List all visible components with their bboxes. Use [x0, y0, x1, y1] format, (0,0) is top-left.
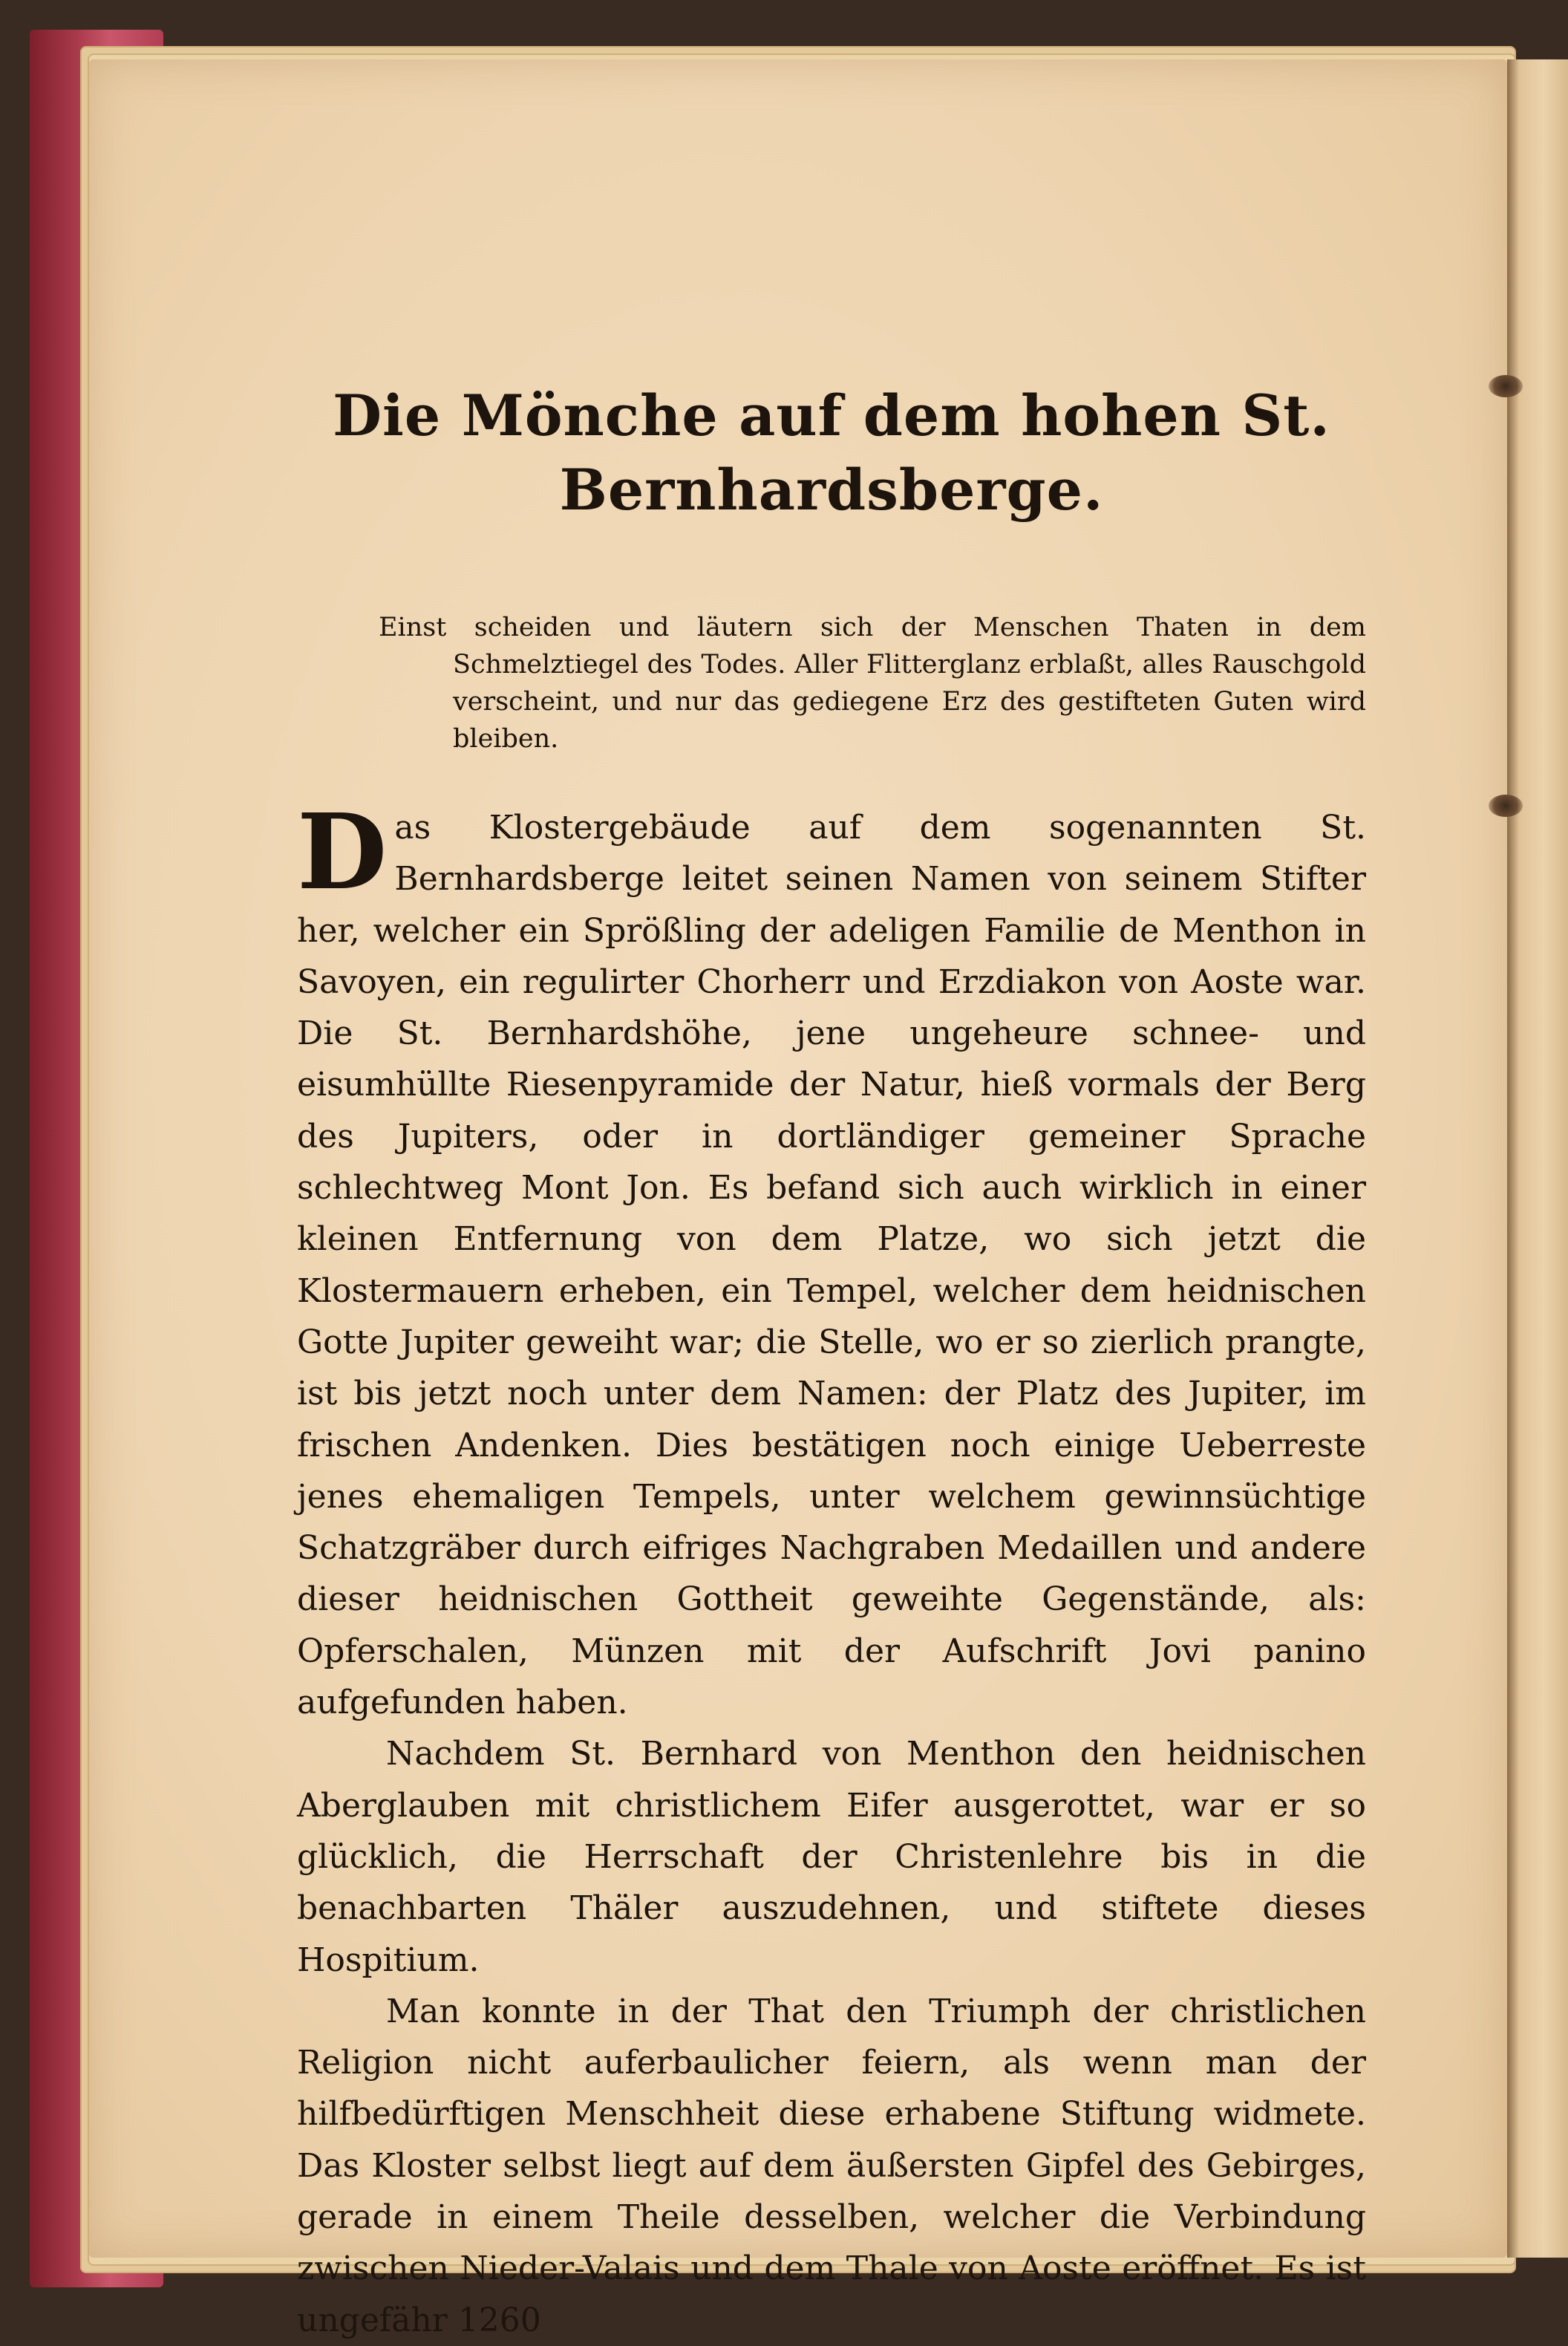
binding-hole	[1489, 795, 1523, 817]
epigraph: Einst scheiden und läutern sich der Menschen Thaten in dem Schmelztiegel des Todes. Aller Flitterglanz erblaßt, alles Rauschgold verscheint, und nur das gediegene Erz des gestifteten Guten wird bleiben.	[379, 613, 1366, 754]
paragraph-1-text: as Klostergebäude auf dem sogenannten St. Bernhardsberge leitet seinen Namen von seinem Stifter her, welcher ein Sprößling der adeligen Familie de Menthon in Savoyen, ein regulirter Chorherr und Erzdiakon von Aoste war. Die St. Bernhardshöhe, jene ungeheure schnee- und eisumhüllte Riesenpyramide der Natur, hieß vormals der Berg des Jupiters, oder in dortländiger gemeiner Sprache schlechtweg Mont Jon. Es befand sich auch wirklich in einer kleinen Entfernung von dem Platze, wo sich jetzt die Klostermauern erheben, ein Tempel, welcher dem heidnischen Gotte Jupiter geweiht war; die Stelle, wo er so zierlich prangte, ist bis jetzt noch unter dem Namen: der Platz des Jupiter, im frischen Andenken. Dies bestätigen noch einige Ueberreste jenes ehemaligen Tempels, unter welchem gewinnsüchtige Schatzgräber durch eifriges Nachgraben Medaillen und andere dieser heidnischen Gottheit geweihte Gegenstände, als: Opferschalen, Münzen mit der Aufschrift Jovi panino aufgefunden haben.	[297, 809, 1366, 1722]
chapter-title: Die Mönche auf dem hohen St. Bernhardsberge.	[333, 382, 1330, 523]
paragraph-1	[297, 792, 1366, 1728]
drop-cap: D	[297, 792, 388, 913]
page-content	[297, 356, 1366, 2346]
paragraph-3: Man konnte in der That den Triumph der christlichen Religion nicht auferbaulicher feiern, als wenn man der hilfbedürftigen Menschheit diese erhabene Stiftung widmete. Das Kloster selbst liegt auf dem äußersten Gipfel des Gebirges, gerade in einem Theile desselben, welcher die Verbindung zwischen Nieder-Valais und dem Thale von Aoste eröffnet. Es ist ungefähr 1260	[297, 1992, 1366, 2339]
binding-hole	[1489, 375, 1523, 397]
paragraph-2: Nachdem St. Bernhard von Menthon den heidnischen Aberglauben mit christlichem Eifer ausgerottet, war er so glücklich, die Herrschaft der Christenlehre bis in die benachbarten Thäler auszudehnen, und stiftete dieses Hospitium.	[297, 1735, 1366, 1979]
body-text	[297, 792, 1366, 2346]
